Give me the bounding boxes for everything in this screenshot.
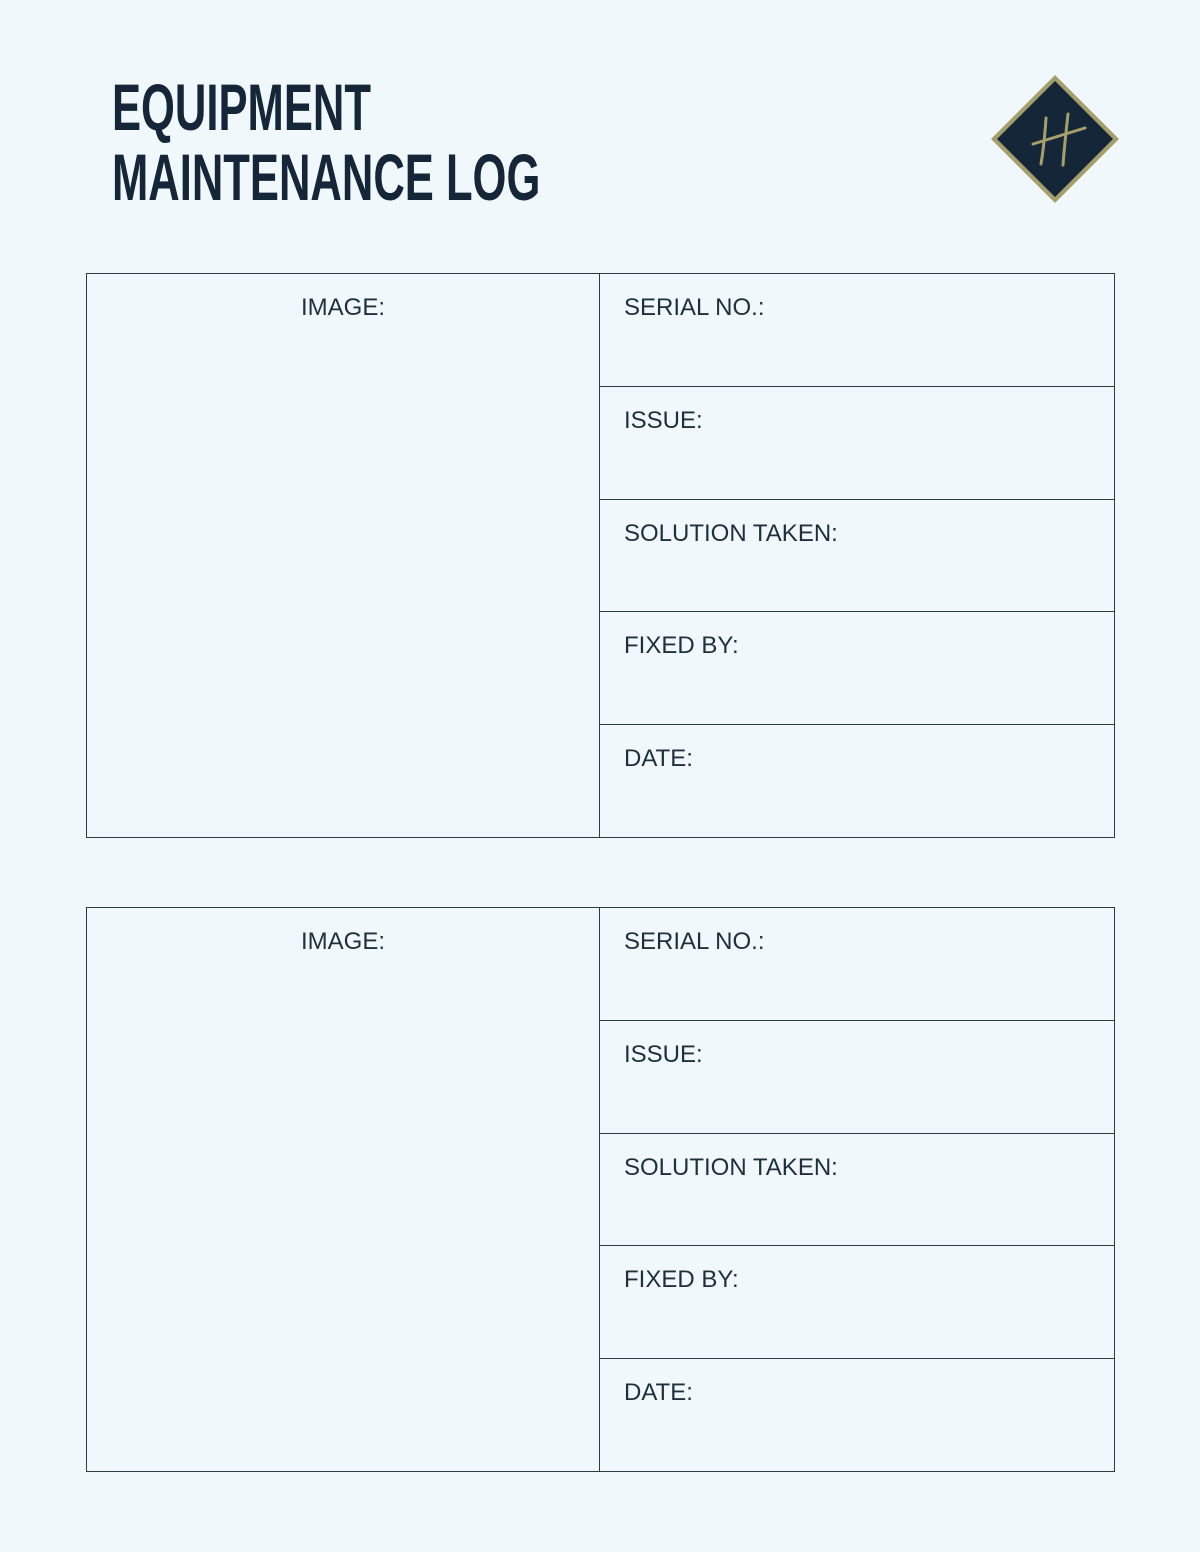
- fixed-by-field[interactable]: [600, 612, 1114, 725]
- fields-column: [600, 908, 1114, 1471]
- date-label: DATE:: [624, 1379, 693, 1407]
- log-entry-1: [86, 273, 1115, 838]
- h-monogram-logo-icon: [988, 72, 1122, 206]
- serial-number-field[interactable]: [600, 908, 1114, 1021]
- title-line-2: MAINTENANCE LOG: [112, 140, 541, 214]
- solution-taken-label: SOLUTION TAKEN:: [624, 519, 838, 547]
- image-label: IMAGE:: [300, 928, 385, 955]
- date-field[interactable]: [600, 725, 1114, 837]
- title-line-1: EQUIPMENT: [112, 70, 371, 144]
- image-cell[interactable]: [87, 274, 600, 837]
- logo: [988, 72, 1122, 206]
- fields-column: [600, 274, 1114, 837]
- date-label: DATE:: [624, 745, 693, 773]
- issue-field[interactable]: [600, 387, 1114, 500]
- image-label: IMAGE:: [300, 294, 385, 321]
- fixed-by-label: FIXED BY:: [624, 1266, 739, 1294]
- serial-number-label: SERIAL NO.:: [624, 928, 765, 955]
- image-cell[interactable]: [87, 908, 600, 1471]
- solution-taken-field[interactable]: [600, 1134, 1114, 1247]
- serial-number-field[interactable]: [600, 274, 1114, 387]
- issue-field[interactable]: [600, 1021, 1114, 1134]
- fixed-by-label: FIXED BY:: [624, 632, 739, 660]
- issue-label: ISSUE:: [624, 1040, 703, 1068]
- issue-label: ISSUE:: [624, 406, 703, 434]
- date-field[interactable]: [600, 1359, 1114, 1471]
- serial-number-label: SERIAL NO.:: [624, 294, 765, 321]
- solution-taken-label: SOLUTION TAKEN:: [624, 1153, 838, 1181]
- fixed-by-field[interactable]: [600, 1246, 1114, 1359]
- solution-taken-field[interactable]: [600, 500, 1114, 613]
- log-entry-2: [86, 907, 1115, 1472]
- page-title: [112, 72, 540, 212]
